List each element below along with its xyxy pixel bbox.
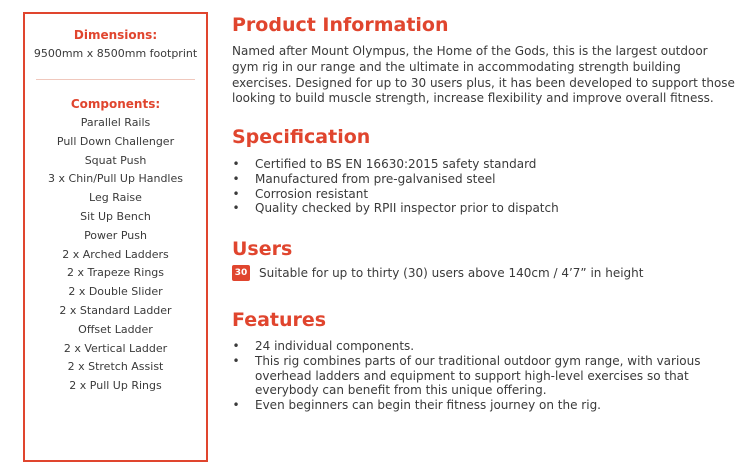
component-item: Leg Raise [89, 191, 142, 205]
specification-item: • Certified to BS EN 16630:2015 safety standard [232, 157, 537, 171]
bullet-icon: • [232, 157, 240, 171]
bullet-icon: • [232, 171, 240, 186]
bullet-icon: • [232, 353, 240, 368]
components-title: Components: [70, 97, 161, 111]
component-item: 2 x Stretch Assist [67, 360, 164, 374]
product-info-heading: Product Information [232, 14, 449, 36]
sidebar-panel [23, 12, 208, 462]
specification-heading: Specification [232, 126, 371, 148]
dimensions-title: Dimensions: [73, 28, 158, 42]
specification-item: • Manufactured from pre-galvanised steel [232, 171, 496, 186]
component-item: Power Push [84, 228, 147, 242]
component-item: Squat Push [84, 153, 147, 167]
features-heading: Features [232, 309, 327, 331]
specification-list [232, 157, 737, 216]
users-heading: Users [232, 238, 293, 260]
component-item: Sit Up Bench [80, 209, 151, 223]
bullet-icon: • [232, 186, 240, 201]
feature-item: • 24 individual components. [232, 339, 415, 353]
bullet-icon: • [232, 201, 240, 216]
component-item: Pull Down Challenger [56, 134, 175, 148]
component-item: 2 x Vertical Ladder [63, 341, 168, 355]
users-text: Suitable for up to thirty (30) users above 140cm / 4’7” in height [259, 266, 644, 280]
product-info-text: Named after Mount Olympus, the Home of the Gods, this is the largest outdoor gym rig in our range and the ultimate in accommodating strength building exercises. Designed for up to 30 users plus, it has been developed to support those looking to build muscle strength, increase flexibility and improve overall fitness. [232, 44, 735, 106]
dimensions-value: 9500mm x 8500mm footprint [33, 47, 198, 60]
feature-item: • Even beginners can begin their fitness journey on the rig. [232, 398, 601, 413]
component-item: 2 x Trapeze Rings [66, 266, 165, 280]
component-item: Offset Ladder [78, 322, 153, 336]
component-item: 2 x Standard Ladder [59, 303, 172, 317]
component-item: 2 x Pull Up Rings [69, 379, 162, 393]
features-list [232, 339, 737, 413]
component-item: 2 x Double Slider [68, 285, 163, 299]
bullet-icon: • [232, 398, 240, 413]
specification-item: • Corrosion resistant [232, 186, 369, 201]
component-item: Parallel Rails [80, 116, 151, 129]
sidebar-divider [36, 79, 195, 80]
component-item: 2 x Arched Ladders [62, 247, 169, 261]
specification-item: • Quality checked by RPII inspector prior to dispatch [232, 201, 559, 216]
users-row [232, 265, 643, 281]
components-list [25, 114, 206, 396]
component-item: 3 x Chin/Pull Up Handles [48, 172, 183, 186]
users-count-badge: 30 [232, 265, 250, 281]
feature-item: • This rig combines parts of our traditional outdoor gym range, with various overhead ladders and equipment to support high-level exercises so that everybody can benefit from this unique offering. [232, 353, 701, 398]
bullet-icon: • [232, 339, 240, 353]
